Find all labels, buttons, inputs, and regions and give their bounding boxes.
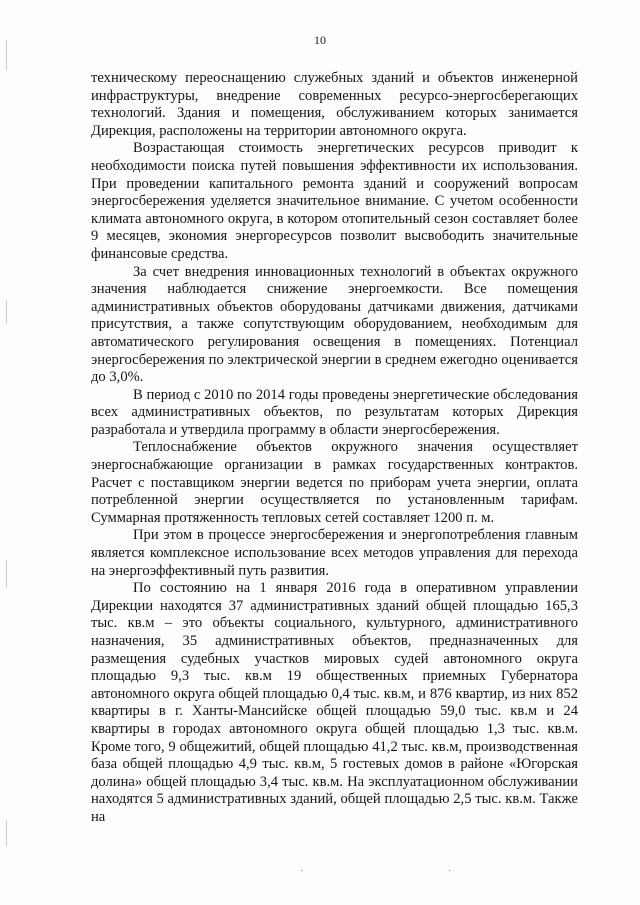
- paragraph: Теплоснабжение объектов окружного значения осуществляет энергоснабжающие организации в рамках государственных контрактов. Расчет с поставщиком энергии ведется по приборам учета энергии, оплата потребленной энергии осуществляется по установленным тарифам. Суммарная протяженность тепловых сетей составляет 1200 п. м.: [91, 439, 578, 526]
- document-body: [91, 70, 578, 827]
- scan-speck: ·: [300, 866, 304, 877]
- scan-edge-mark: [6, 560, 7, 588]
- paragraph: техническому переоснащению служебных зданий и объектов инженерной инфраструктуры, внедрение современных ресурсо-энергосберегающих технологий. Здания и помещения, обслуживанием которых занимается Дирекция, расположены на территории автономного округа.: [91, 70, 578, 139]
- scan-speck: ·: [448, 866, 452, 877]
- paragraph: В период с 2010 по 2014 годы проведены энергетические обследования всех административных объектов, по результатам которых Дирекция разработала и утвердила программу в области энергосбережения.: [91, 386, 578, 438]
- page-number: 10: [314, 33, 326, 47]
- paragraph: За счет внедрения инновационных технологий в объектах окружного значения наблюдается снижение энергоемкости. Все помещения административных объектов оборудованы датчиками движения, датчиками присутствия, а также сопутствующим оборудованием, необходимым для автоматического регулирования освещения в помещениях. Потенциал энергосбережения по электрической энергии в среднем ежегодно оценивается до 3,0%.: [91, 263, 578, 386]
- paragraph: При этом в процессе энергосбережения и энергопотребления главным является комплексное использование всех методов управления для перехода на энергоэффективный путь развития.: [91, 527, 578, 579]
- paragraph: По состоянию на 1 января 2016 года в оперативном управлении Дирекции находятся 37 административных зданий общей площадью 165,3 тыс. кв.м – это объекты социального, культурного, административного назначения, 35 административных объектов, предназначенных для размещения судебных участков мировых судей автономного округа площадью 9,3 тыс. кв.м 19 общественных приемных Губернатора автономного округа общей площадью 0,4 тыс. кв.м, и 876 квартир, из них 852 квартиры в г. Ханты-Мансийске общей площадью 59,0 тыс. кв.м и 24 квартиры в городах автономного округа общей площадью 1,3 тыс. кв.м. Кроме того, 9 общежитий, общей площадью 41,2 тыс. кв.м, производственная база общей площадью 4,9 тыс. кв.м, 5 гостевых домов в районе «Югорская долина» общей площадью 3,4 тыс. кв.м. На эксплуатационном обслуживании находятся 5 административных зданий, общей площадью 2,5 тыс. кв.м. Также на: [91, 580, 578, 825]
- scan-edge-mark: [6, 300, 7, 324]
- scan-edge-mark: [6, 820, 7, 846]
- paragraph: Возрастающая стоимость энергетических ресурсов приводит к необходимости поиска путей повышения эффективности их использования. При проведении капитального ремонта зданий и сооружений вопросам энергосбережения уделяется значительное внимание. С учетом особенности климата автономного округа, в котором отопительный сезон составляет более 9 месяцев, экономия энергоресурсов позволит высвободить значительные финансовые средства.: [91, 140, 578, 262]
